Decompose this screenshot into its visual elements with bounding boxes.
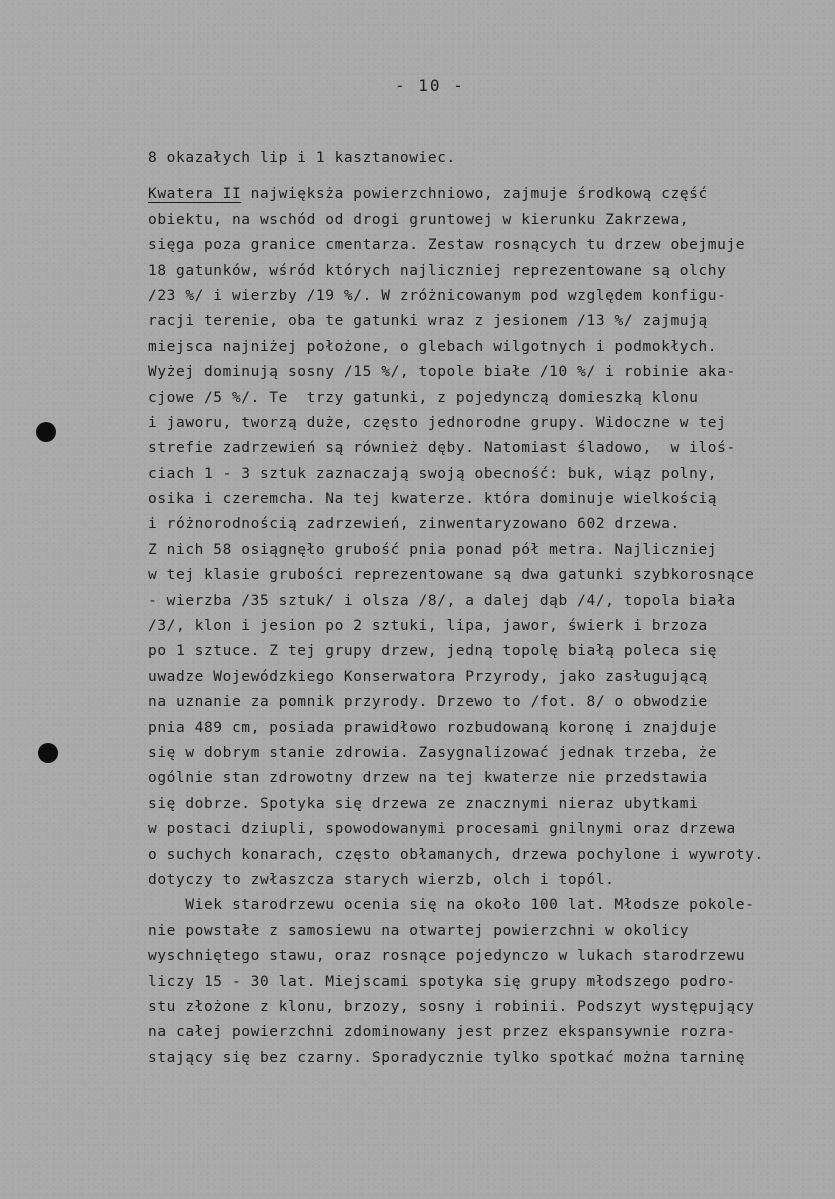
text-line: miejsca najniżej położone, o glebach wilgotnych i podmokłych.	[148, 338, 718, 355]
text-line: o suchych konarach, często obłamanych, drzewa pochylone i wywroty.	[148, 846, 764, 863]
text-line: stający się bez czarny. Sporadycznie tylko spotkać można tarninę	[148, 1049, 746, 1066]
text-line: się dobrze. Spotyka się drzewa ze znacznymi nieraz ubytkami	[148, 795, 699, 812]
text-line: i różnorodnością zadrzewień, zinwentaryzowano 602 drzewa.	[148, 516, 680, 533]
text-line: sięga poza granice cmentarza. Zestaw rosnących tu drzew obejmuje	[148, 237, 746, 254]
text-line: na całej powierzchni zdominowany jest przez ekspansywnie rozra-	[148, 1024, 736, 1041]
text-line: strefie zadrzewień są również dęby. Natomiast śladowo, w iloś-	[148, 440, 736, 457]
text-line: /3/, klon i jesion po 2 sztuki, lipa, jawor, świerk i brzoza	[148, 618, 708, 635]
text-line: dotyczy to zwłaszcza starych wierzb, olch i topól.	[148, 871, 615, 888]
text-line: ogólnie stan zdrowotny drzew na tej kwaterze nie przedstawia	[148, 770, 708, 787]
text-line: 8 okazałych lip i 1 kasztanowiec.	[148, 150, 456, 166]
text-line: najwięksża powierzchniowo, zajmuje środkową część	[250, 186, 708, 203]
text-line: Z nich 58 osiągnęło grubość pnia ponad pół metra. Najliczniej	[148, 541, 718, 558]
text-line: cjowe /5 %/. Te trzy gatunki, z pojedynczą domieszką klonu	[148, 389, 699, 406]
page-number: - 10 -	[395, 76, 465, 95]
text-line: obiektu, na wschód od drogi gruntowej w kierunku Zakrzewa,	[148, 211, 690, 228]
text-line: ciach 1 - 3 sztuk zaznaczają swoją obecność: buk, wiąz polny,	[148, 465, 718, 482]
text-line: wyschniętego stawu, oraz rosnące pojedynczo w lukach starodrzewu	[148, 948, 746, 965]
text-line: - wierzba /35 sztuk/ i olsza /8/, a dalej dąb /4/, topola biała	[148, 592, 736, 609]
punch-hole-icon	[38, 743, 58, 763]
text-line: Wiek starodrzewu ocenia się na około 100 lat. Młodsze pokole-	[148, 897, 755, 914]
text-line: Wyżej dominują sosny /15 %/, topole białe /10 %/ i robinie aka-	[148, 364, 736, 381]
text-line: 18 gatunków, wśród których najliczniej reprezentowane są olchy	[148, 262, 727, 279]
text-line: /23 %/ i wierzby /19 %/. W zróżnicowanym pod względem konfigu-	[148, 287, 727, 304]
text-line-section-start	[148, 182, 833, 207]
section-heading: Kwatera II	[148, 186, 242, 203]
text-line: w tej klasie grubości reprezentowane są dwa gatunki szybkorosnące	[148, 567, 755, 584]
text-line: stu złożone z klonu, brzozy, sosny i robinii. Podszyt występujący	[148, 998, 755, 1015]
punch-hole-icon	[36, 422, 56, 442]
text-line: na uznanie za pomnik przyrody. Drzewo to /fot. 8/ o obwodzie	[148, 694, 708, 711]
text-line: i jaworu, tworzą duże, często jednorodne grupy. Widoczne w tej	[148, 414, 727, 431]
body-text	[148, 146, 833, 1071]
text-line: w postaci dziupli, spowodowanymi procesami gnilnymi oraz drzewa	[148, 821, 736, 838]
text-line: się w dobrym stanie zdrowia. Zasygnalizować jednak trzeba, że	[148, 744, 718, 761]
text-line: osika i czeremcha. Na tej kwaterze. która dominuje wielkością	[148, 491, 718, 508]
text-line: nie powstałe z samosiewu na otwartej powierzchni w okolicy	[148, 922, 690, 939]
text-line: pnia 489 cm, posiada prawidłowo rozbudowaną koronę i znajduje	[148, 719, 718, 736]
text-line: po 1 sztuce. Z tej grupy drzew, jedną topolę białą poleca się	[148, 643, 718, 660]
text-line: uwadze Wojewódzkiego Konserwatora Przyrody, jako zasługującą	[148, 668, 708, 685]
text-line: liczy 15 - 30 lat. Miejscami spotyka się grupy młodszego podro-	[148, 973, 736, 990]
text-line: racji terenie, oba te gatunki wraz z jesionem /13 %/ zajmują	[148, 313, 708, 330]
